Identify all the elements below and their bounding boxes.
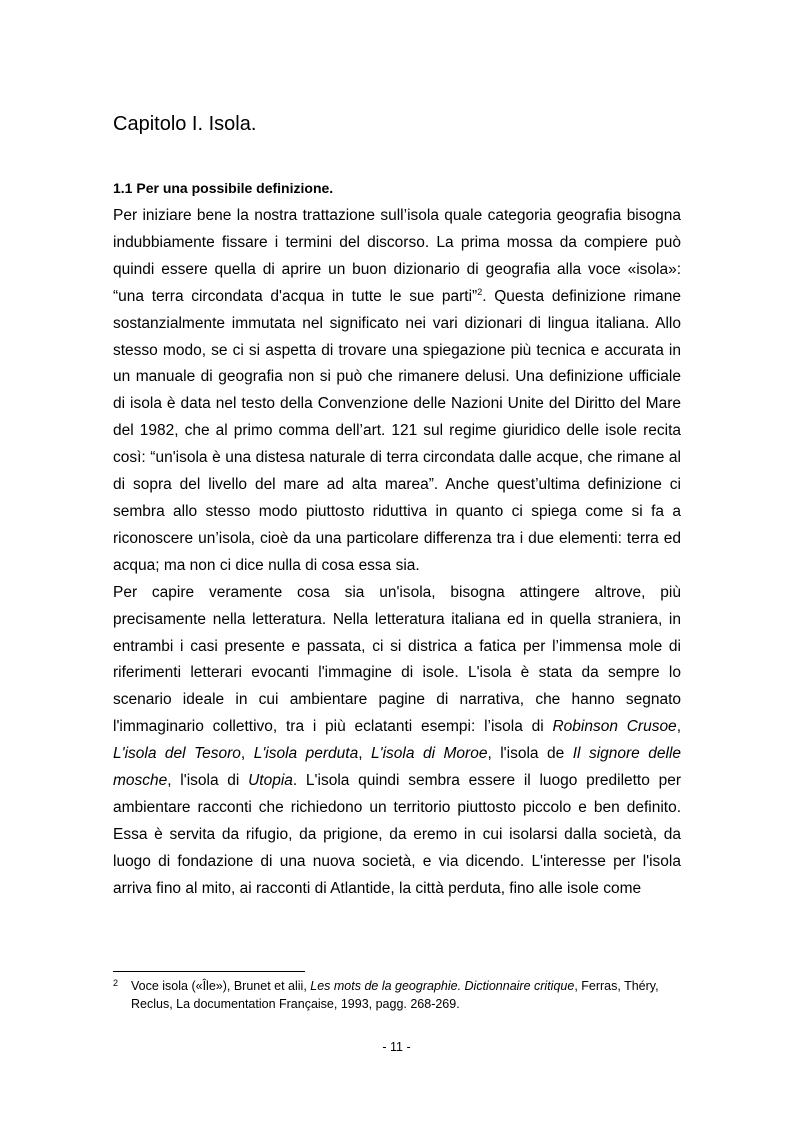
book-title: L'isola di Moroe [371, 745, 488, 763]
body-text [113, 203, 681, 903]
paragraph-text: , l'isola di [167, 772, 249, 790]
paragraph [113, 203, 681, 580]
paragraph-text: , [240, 745, 254, 763]
book-title: L'isola del Tesoro [113, 745, 241, 763]
paragraph-text: , [358, 745, 372, 763]
chapter-title: Capitolo I. Isola. [113, 113, 257, 135]
book-title: Il signore delle mosche [113, 745, 682, 790]
footnote-number: 2 [113, 978, 119, 988]
paragraph-text: , [676, 718, 681, 736]
paragraph-text: Per capire veramente cosa sia un'isola, bisogna attingere altrove, più precisamente nella letteratura. Nella letteratura italiana ed in quella straniera, in entrambi i casi presente e passata, ci si districa a fatica per l’immensa mole di riferimenti letterari evocanti l'immagine di isole. L'isola è stata da sempre lo scenario ideale in cui ambientare pagine di narrativa, che hanno segnato l'immaginario collettivo, tra i più eclatanti esempi: l’isola di [113, 583, 681, 736]
footnote-text-part: Voce isola («Île»), Brunet et alii, [131, 979, 311, 993]
book-title: L'isola perduta [253, 745, 359, 763]
page-number: - 11 - [382, 1040, 411, 1054]
footnote-book-title: Les mots de la geographie. Dictionnaire critique [310, 979, 575, 993]
paragraph-text: . Questa definizione rimane sostanzialmente immutata nel significato nei vari dizionari di lingua italiana. Allo stesso modo, se ci si aspetta di trovare una spiegazione più tecnica e accurata in un manuale di geografia non si può che rimanere delusi. Una definizione ufficiale di isola è data nel testo della Convenzione delle Nazioni Unite del Diritto del Mare del 1982, che al primo comma dell’art. 121 sul regime giuridico delle isole recita così: “un'isola è una distesa naturale di terra circondata dalle acque, che rimane al di sopra del livello del mare ad alta marea”. Anche quest’ultima definizione ci sembra allo stesso modo piuttosto riduttiva in quanto ci spiega come si fa a riconoscere un’isola, cioè da una particolare differenza tra i due elementi: terra ed acqua; ma non ci dice nulla di cosa essa sia. [113, 287, 682, 574]
book-title: Robinson Crusoe [552, 718, 677, 736]
footnote-divider [113, 971, 305, 972]
footnote-text [131, 977, 681, 1013]
footnote [113, 977, 681, 1013]
section-title: 1.1 Per una possibile definizione. [113, 180, 334, 196]
paragraph-text: , l'isola de [487, 745, 573, 763]
paragraph-text: Per iniziare bene la nostra trattazione sull’isola quale categoria geografia bisogna indubbiamente fissare i termini del discorso. La prima mossa da compiere può quindi essere quella di aprire un buon dizionario di geografia alla voce «isola»: “una terra circondata d'acqua in tutte le sue parti” [113, 207, 681, 305]
paragraph [113, 580, 681, 903]
footnote-reference[interactable]: 2 [477, 286, 483, 297]
book-title: Utopia [248, 772, 293, 790]
footnote-text-part: , Ferras, Théry, Reclus, La documentation Française, 1993, pagg. 268-269. [131, 979, 659, 1011]
paragraph-text: . L'isola quindi sembra essere il luogo prediletto per ambientare racconti che richiedono un territorio piuttosto piccolo e ben definito. Essa è servita da rifugio, da prigione, da eremo in cui isolarsi dalla società, da luogo di fondazione di una nuova società, e via dicendo. L'interesse per l'isola arriva fino al mito, ai racconti di Atlantide, la città perduta, fino alle isole come [113, 772, 681, 897]
